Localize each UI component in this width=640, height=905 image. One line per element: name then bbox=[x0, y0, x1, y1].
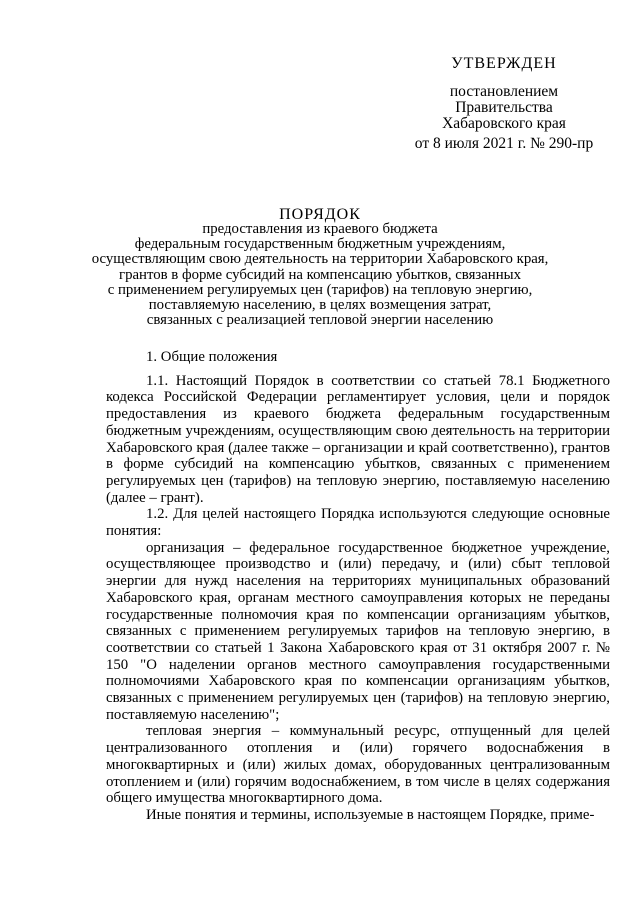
subtitle-line: с применением регулируемых цен (тарифов) на тепловую энергию, bbox=[107, 281, 533, 298]
approval-line: Правительства bbox=[455, 99, 553, 116]
document-title: ПОРЯДОК bbox=[279, 206, 361, 223]
subtitle-line: федеральным государственным бюджетным учреждениям, bbox=[134, 236, 506, 253]
approval-date: от 8 июля 2021 г. № 290-пр bbox=[414, 135, 594, 152]
document-body bbox=[106, 349, 610, 824]
subtitle-line: предоставления из краевого бюджета bbox=[202, 221, 438, 237]
paragraph: Иные понятия и термины, используемые в настоящем Порядке, приме- bbox=[146, 806, 595, 823]
document-subtitle bbox=[90, 222, 550, 328]
subtitle-line: поставляемую населению, в целях возмещения затрат, bbox=[148, 297, 492, 314]
subtitle-line: связанных с реализацией тепловой энергии населению bbox=[146, 312, 494, 329]
paragraph: организация – федеральное государственное бюджетное учреждение, осуществляющее производство и (или) передачу, и (или) сбыт тепловой энергии для нужд населения на территориях муниципальных образований Хабаровского края, органам местного самоуправления которых не переданы государственные полномочия края по компенсации организациям убытков, связанных с применением регулируемых тарифов на тепловую энергию, в соответствии со статьей 1 Закона Хабаровского края от 31 октября 2007 г. № 150 "О наделении органов местного самоуправления государственными полномочиями Хабаровского края по компенсации организациям убытков, связанных с применением регулируемых цен (тарифов) на тепловую энергию, поставляемую населению"; bbox=[106, 539, 610, 723]
paragraph: 1.1. Настоящий Порядок в соответствии со статьей 78.1 Бюджетного кодекса Российской Федерации регламентирует условия, цели и порядок предоставления из краевого бюджета федеральным государственным бюджетным учреждениям, осуществляющим свою деятельность на территории Хабаровского края (далее также – организации и край соответственно), грантов в форме субсидий на компенсацию убытков, связанных с применением регулируемых цен (тарифов) на тепловую энергию, поставляемую населению (далее – грант). bbox=[106, 372, 610, 506]
subtitle-line: грантов в форме субсидий на компенсацию убытков, связанных bbox=[119, 266, 521, 283]
subtitle-line: осуществляющим свою деятельность на территории Хабаровского края, bbox=[91, 251, 549, 268]
paragraph: 1.2. Для целей настоящего Порядка используются следующие основные понятия: bbox=[106, 506, 610, 540]
section-heading: 1. Общие положения bbox=[146, 349, 278, 365]
paragraph: тепловая энергия – коммунальный ресурс, отпущенный для целей централизованного отопления и (или) горячего водоснабжения в многоквартирных и (или) жилых домах, оборудованных централизованным отоплением и (или) горячим водоснабжением, в том числе в целях содержания общего имущества многоквартирного дома. bbox=[106, 723, 610, 807]
approval-line: постановлением bbox=[449, 83, 559, 100]
approval-heading: УТВЕРЖДЕН bbox=[451, 55, 557, 72]
approval-line: Хабаровского края bbox=[442, 115, 566, 132]
approval-stamp bbox=[388, 56, 620, 152]
